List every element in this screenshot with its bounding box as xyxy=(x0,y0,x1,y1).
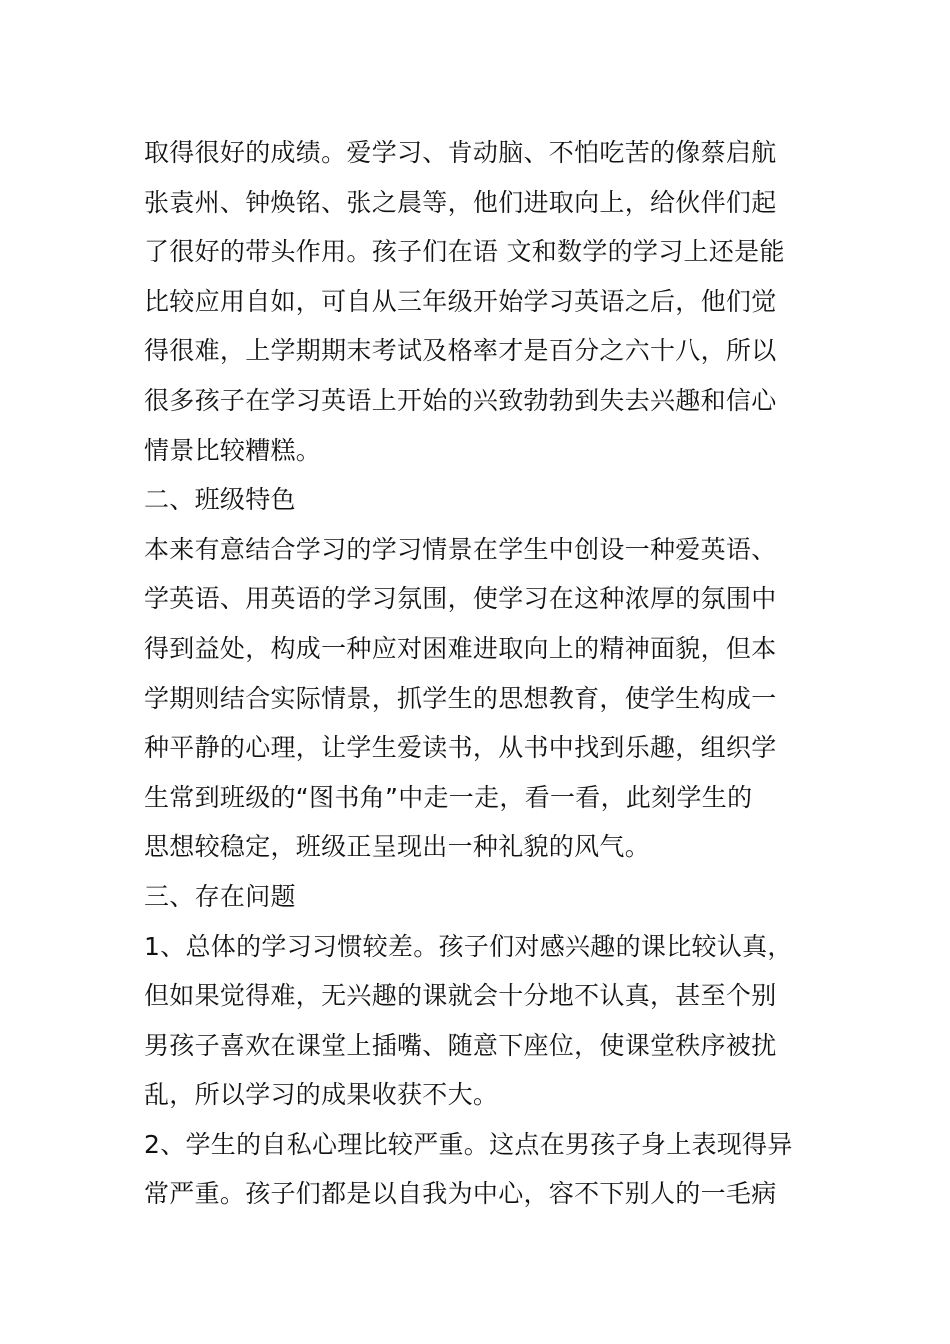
text-line: 本来有意结合学习的学习情景在学生中创设一种爱英语、 xyxy=(144,534,777,564)
text-line: 种平静的心理，让学生爱读书，从书中找到乐趣，组织学 xyxy=(144,733,777,763)
document-body xyxy=(144,128,808,1219)
text-line: 得很难，上学期期末考试及格率才是百分之六十八，所以 xyxy=(144,336,777,366)
text-line: 男孩子喜欢在课堂上插嘴、随意下座位，使课堂秩序被扰 xyxy=(144,1030,777,1060)
text-line: 但如果觉得难，无兴趣的课就会十分地不认真，甚至个别 xyxy=(144,981,777,1011)
text-line: 了很好的带头作用。孩子们在语 文和数学的学习上还是能 xyxy=(144,237,785,267)
section-heading-class-features: 二、班级特色 xyxy=(144,485,296,515)
text-line: 得到益处，构成一种应对困难进取向上的精神面貌，但本 xyxy=(144,633,777,663)
text-line: 思想较稳定，班级正呈现出一种礼貌的风气。 xyxy=(144,832,651,862)
text-line: 生常到班级的“图书角”中走一走，看一看，此刻学生的 xyxy=(144,782,753,812)
text-line: 1、总体的学习习惯较差。孩子们对感兴趣的课比较认真， xyxy=(144,931,793,961)
text-line: 2、学生的自私心理比较严重。这点在男孩子身上表现得异 xyxy=(144,1129,793,1159)
text-line: 很多孩子在学习英语上开始的兴致勃勃到失去兴趣和信心 xyxy=(144,385,777,415)
text-line: 学英语、用英语的学习氛围，使学习在这种浓厚的氛围中 xyxy=(144,584,777,614)
text-line: 学期则结合实际情景，抓学生的思想教育，使学生构成一 xyxy=(144,683,777,713)
text-line: 情景比较糟糕。 xyxy=(144,435,322,465)
section-heading-existing-problems: 三、存在问题 xyxy=(144,881,296,911)
text-line: 比较应用自如，可自从三年级开始学习英语之后，他们觉 xyxy=(144,286,777,316)
text-line: 取得很好的成绩。爱学习、肯动脑、不怕吃苦的像蔡启航 xyxy=(144,138,777,167)
text-line: 乱，所以学习的成果收获不大。 xyxy=(144,1080,499,1110)
text-line: 常严重。孩子们都是以自我为中心，容不下别人的一毛病 xyxy=(144,1179,777,1209)
text-line: 张袁州、钟焕铭、张之晨等，他们进取向上，给伙伴们起 xyxy=(144,187,777,217)
